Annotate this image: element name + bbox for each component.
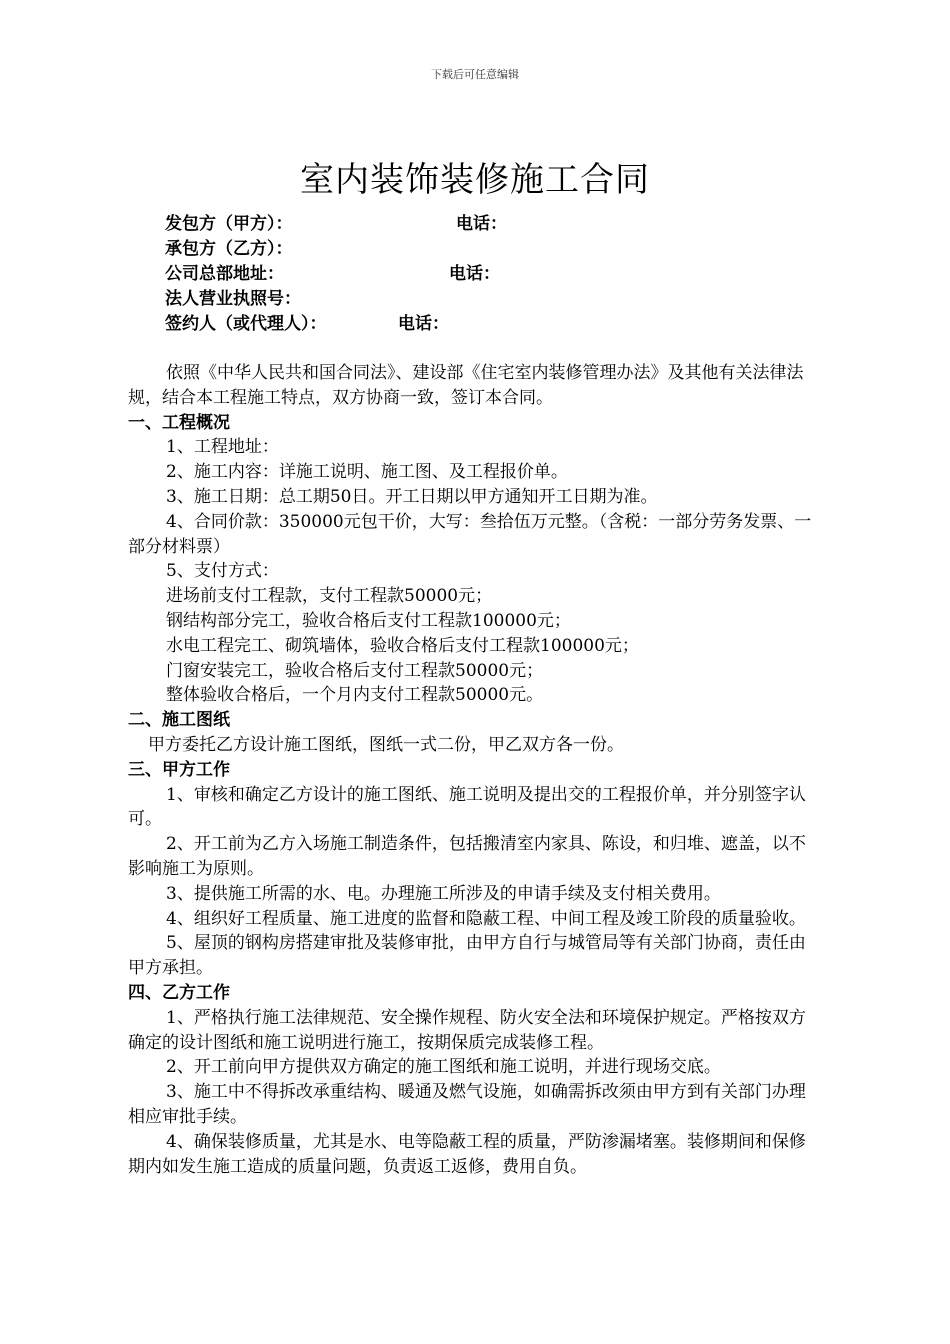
- party-info: [165, 212, 825, 337]
- clause: 5、屋顶的钢构房搭建审批及装修审批，由甲方自行与城管局等有关部门协商，责任由甲方承担。: [128, 933, 806, 979]
- clause: 甲方委托乙方设计施工图纸，图纸一式二份，甲乙双方各一份。: [148, 734, 624, 755]
- clause: 1、严格执行施工法律规范、安全操作规程、防火安全法和环境保护规定。严格按双方确定的设计图纸和施工说明进行施工，按期保质完成装修工程。: [128, 1007, 806, 1053]
- party-label: 法人营业执照号：: [165, 289, 301, 309]
- clause: 4、确保装修质量，尤其是水、电等隐蔽工程的质量，严防渗漏堵塞。装修期间和保修期内如发生施工造成的质量问题，负责返工返修，费用自负。: [128, 1131, 806, 1177]
- party-row-employer: [165, 212, 825, 237]
- clause: 2、开工前为乙方入场施工制造条件，包括搬清室内家具、陈设，和归堆、遮盖，以不影响施工为原则。: [128, 834, 806, 879]
- clause: 3、施工中不得拆改承重结构、暖通及燃气设施，如确需拆改须由甲方到有关部门办理相应审批手续。: [128, 1082, 806, 1127]
- clause: 1、工程地址：: [166, 437, 279, 458]
- contract-body: [128, 361, 818, 1179]
- clause: 5、支付方式：: [166, 561, 279, 582]
- clause: 1、审核和确定乙方设计的施工图纸、施工说明及提出交的工程报价单，并分别签字认可。: [128, 784, 806, 830]
- contract-title: 室内装饰装修施工合同: [300, 160, 650, 200]
- page-header: 下载后可任意编辑: [431, 68, 519, 81]
- payment-item: 进场前支付工程款，支付工程款50000元；: [166, 586, 493, 607]
- section-heading: 三、甲方工作: [128, 759, 230, 780]
- phone-label: 电话：: [398, 314, 449, 334]
- phone-label: 电话：: [456, 214, 507, 234]
- clause: 3、施工日期：总工期50日。开工日期以甲方通知开工日期为准。: [166, 486, 658, 507]
- payment-item: 水电工程完工、砌筑墙体，验收合格后支付工程款100000元；: [166, 635, 639, 656]
- party-row-license: [165, 287, 825, 312]
- intro-paragraph: 依照《中华人民共和国合同法》、建设部《住宅室内装修管理办法》及其他有关法律法规，结合本工程施工特点，双方协商一致，签订本合同。: [128, 363, 804, 408]
- clause: 3、提供施工所需的水、电。办理施工所涉及的申请手续及支付相关费用。: [166, 883, 721, 904]
- party-row-address: [165, 262, 825, 287]
- payment-item: 整体验收合格后，一个月内支付工程款50000元。: [166, 685, 544, 706]
- section-heading: 二、施工图纸: [128, 710, 230, 731]
- clause: 4、合同价款：350000元包干价，大写：叁拾伍万元整。（含税：一部分劳务发票、一部分材料票）: [128, 511, 812, 557]
- section-heading: 一、工程概况: [128, 412, 230, 433]
- payment-item: 门窗安装完工，验收合格后支付工程款50000元；: [166, 660, 544, 681]
- phone-label: 电话：: [449, 264, 500, 284]
- party-label: 承包方（乙方）：: [165, 239, 293, 259]
- section-heading: 四、乙方工作: [128, 982, 230, 1003]
- clause: 2、施工内容：详施工说明、施工图、及工程报价单。: [166, 462, 568, 483]
- party-row-signatory: [165, 312, 825, 337]
- payment-item: 钢结构部分完工，验收合格后支付工程款100000元；: [166, 610, 571, 631]
- clause: 2、开工前向甲方提供双方确定的施工图纸和施工说明，并进行现场交底。: [166, 1057, 721, 1078]
- party-label: 发包方（甲方）：: [165, 214, 293, 234]
- party-label: 签约人（或代理人）：: [165, 314, 327, 334]
- party-label: 公司总部地址：: [165, 264, 284, 284]
- party-row-contractor: [165, 237, 825, 262]
- clause: 4、组织好工程质量、施工进度的监督和隐蔽工程、中间工程及竣工阶段的质量验收。: [166, 908, 806, 929]
